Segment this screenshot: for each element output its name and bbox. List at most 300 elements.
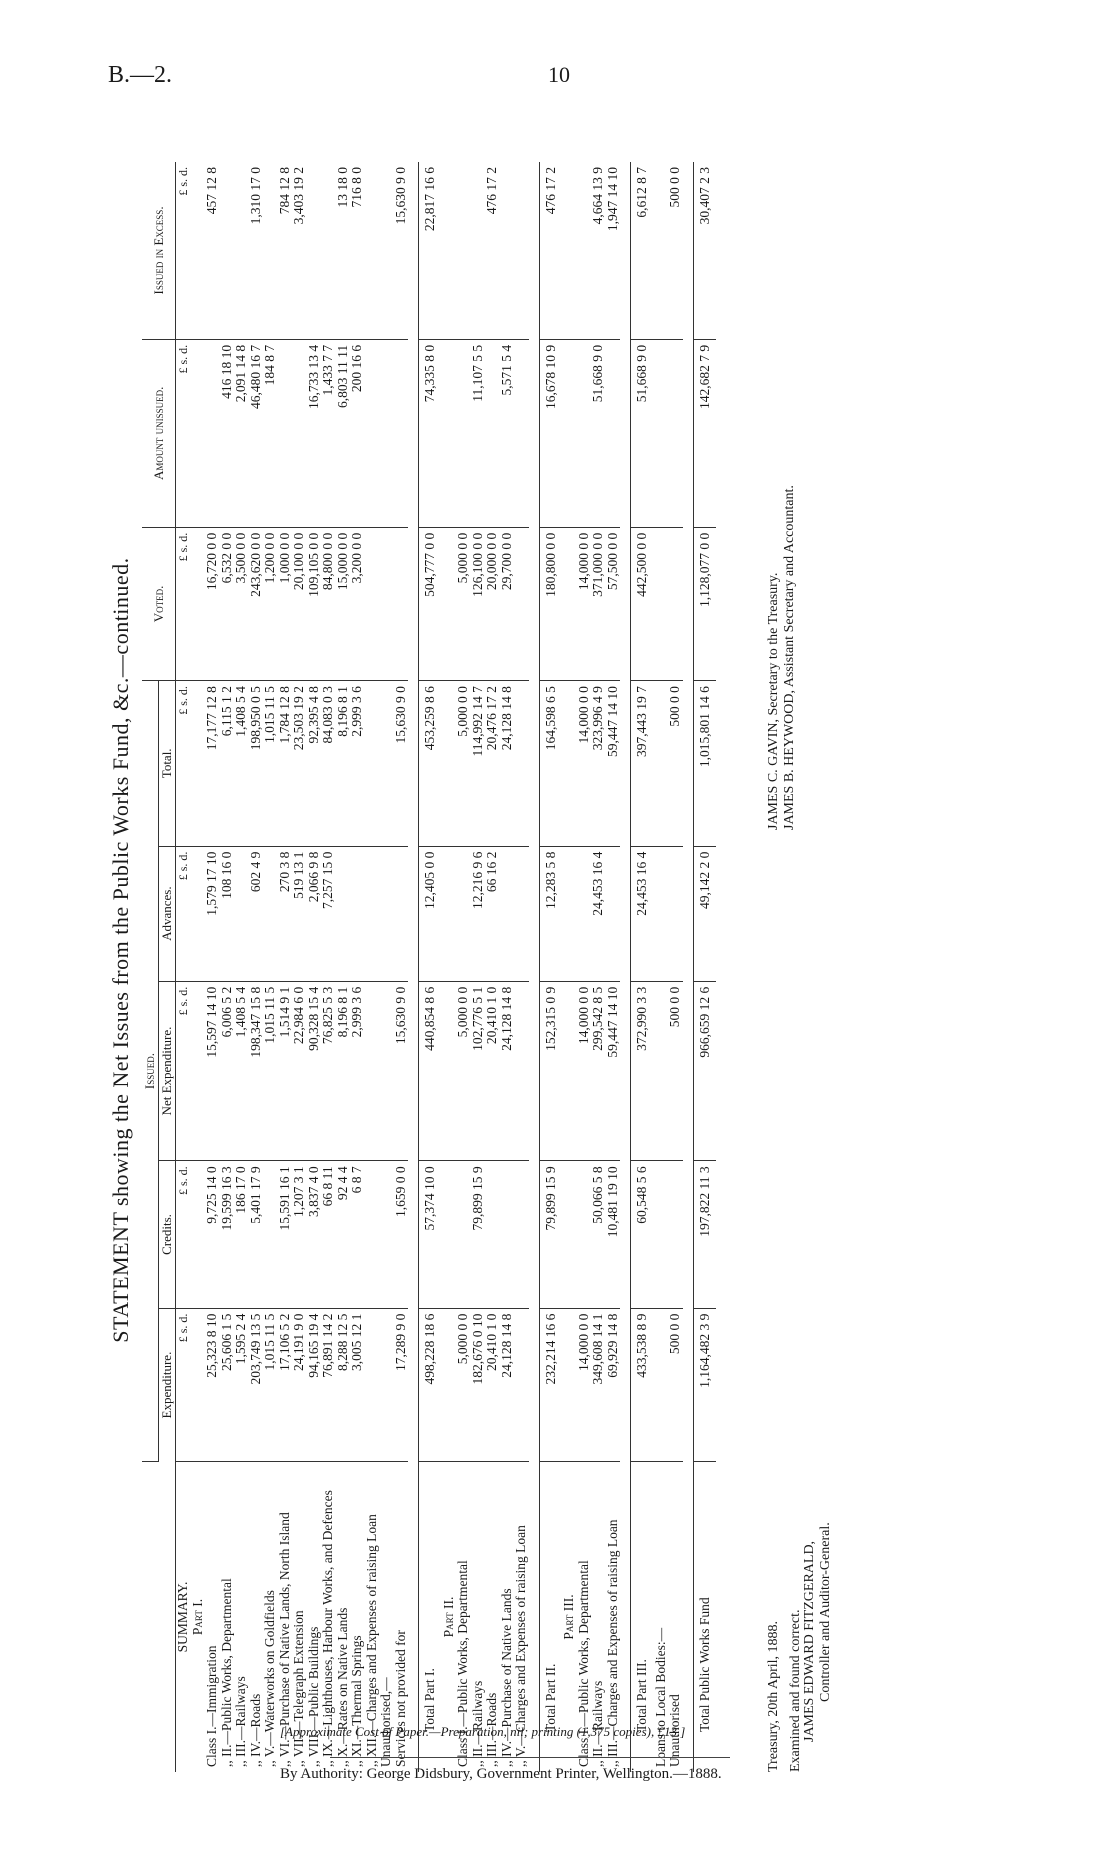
empty-cell — [562, 162, 577, 339]
unissued-cell — [205, 339, 220, 527]
credits-cell — [577, 1161, 592, 1308]
net-expenditure-cell — [654, 981, 669, 1161]
excess-cell — [263, 162, 278, 339]
unissued-cell: 5,571 5 4 — [500, 339, 515, 527]
advances-cell: 1,579 17 10 — [205, 846, 220, 981]
empty-cell — [562, 1308, 577, 1461]
total-cell: 323,996 4 9 — [591, 681, 606, 847]
issued-in-excess-header: Issued in Excess. — [142, 162, 176, 339]
voted-cell — [365, 527, 380, 680]
net-expenditure-cell: 20,410 1 0 — [485, 981, 500, 1161]
amount-unissued-header: Amount unissued. — [142, 339, 176, 527]
unissued-cell: 1,433 7 7 — [321, 339, 336, 527]
voted-cell — [379, 527, 394, 680]
total-cell — [379, 681, 394, 847]
unissued-cell: 74,335 8 0 — [419, 339, 442, 527]
voted-cell: 1,200 0 0 — [263, 527, 278, 680]
empty-cell — [191, 1308, 206, 1461]
credits-cell: 92 4 4 — [336, 1161, 351, 1308]
advances-cell — [394, 846, 409, 981]
advances-cell — [234, 846, 249, 981]
total-cell: 84,083 0 3 — [321, 681, 336, 847]
row-spacer — [408, 162, 419, 1772]
net-expenditure-cell: 90,328 15 4 — [307, 981, 322, 1161]
table-row — [220, 162, 235, 1772]
credits-cell: 79,899 15 9 — [471, 1161, 486, 1308]
part-heading: Part II. — [440, 1596, 456, 1638]
row-label: Class I.—Public Works, Departmental — [455, 1560, 470, 1767]
total-cell: 1,015 11 5 — [263, 681, 278, 847]
unissued-cell — [577, 339, 592, 527]
net-expenditure-cell: 14,000 0 0 — [577, 981, 592, 1161]
excess-cell — [456, 162, 471, 339]
credits-cell — [500, 1161, 515, 1308]
total-cell: 198,950 0 5 — [249, 681, 264, 847]
table-row — [591, 162, 606, 1772]
unissued-cell — [606, 339, 621, 527]
unissued-cell — [379, 339, 394, 527]
net-expenditure-cell: 24,128 14 8 — [500, 981, 515, 1161]
row-label: Loans to Local Bodies:— — [652, 1627, 668, 1767]
total-row — [419, 162, 442, 1772]
row-label: ,, III.—Charges and Expenses of raising Loan — [604, 1519, 620, 1767]
unissued-cell: 16,733 13 4 — [307, 339, 322, 527]
net-expenditure-cell — [514, 981, 529, 1161]
rotated-statement-region — [100, 110, 940, 1790]
table-row — [485, 162, 500, 1772]
unissued-cell: 2,091 14 8 — [234, 339, 249, 527]
net-expenditure-cell: 5,000 0 0 — [456, 981, 471, 1161]
expenditure-cell — [654, 1308, 669, 1461]
advances-cell: 24,453 16 4 — [591, 846, 606, 981]
unissued-cell — [278, 339, 293, 527]
table-row — [379, 162, 394, 1772]
voted-cell: 1,000 0 0 — [278, 527, 293, 680]
total-cell: 500 0 0 — [668, 681, 683, 847]
row-label: ,, V.—Charges and Expenses of raising Loan — [513, 1525, 528, 1767]
voted-cell — [394, 527, 409, 680]
excess-cell: 1,310 17 0 — [249, 162, 264, 339]
net-expenditure-cell: 198,347 15 8 — [249, 981, 264, 1161]
credits-cell: 50,066 5 8 — [591, 1161, 606, 1308]
total-row — [693, 162, 716, 1772]
total-cell: 1,015,801 14 6 — [693, 681, 716, 847]
credits-header: Credits. — [159, 1161, 176, 1308]
issued-group-header: Issued. — [142, 681, 159, 1462]
advances-cell: 7,257 15 0 — [321, 846, 336, 981]
excess-cell: 457 12 8 — [205, 162, 220, 339]
excess-cell — [514, 162, 529, 339]
voted-cell: 84,800 0 0 — [321, 527, 336, 680]
examined-note: Examined and found correct. — [788, 1609, 803, 1772]
credits-cell: 6 8 7 — [350, 1161, 365, 1308]
voted-cell: 29,700 0 0 — [500, 527, 515, 680]
row-label: ,, VIII.—Public Buildings — [305, 1626, 321, 1767]
empty-cell — [191, 681, 206, 847]
excess-cell — [234, 162, 249, 339]
expenditure-cell: 498,228 18 6 — [419, 1308, 442, 1461]
total-cell: 24,128 14 8 — [500, 681, 515, 847]
auditor-signature — [802, 1522, 834, 1742]
excess-cell — [365, 162, 380, 339]
expenditure-cell: 5,000 0 0 — [456, 1308, 471, 1461]
advances-cell: 602 4 9 — [249, 846, 264, 981]
advances-cell — [456, 846, 471, 981]
credits-cell — [485, 1161, 500, 1308]
empty-cell — [442, 1161, 457, 1308]
table-row — [606, 162, 621, 1772]
auditor-title: Controller and Auditor-General. — [818, 1522, 833, 1702]
net-expenditure-cell: 299,542 8 5 — [591, 981, 606, 1161]
advances-cell: 270 3 8 — [278, 846, 293, 981]
net-expenditure-cell: 2,999 3 6 — [350, 981, 365, 1161]
net-expenditure-cell: 15,597 14 10 — [205, 981, 220, 1161]
unissued-cell — [365, 339, 380, 527]
advances-cell: 49,142 2 0 — [693, 846, 716, 981]
unit-cell: £ s. d. — [176, 162, 191, 339]
table-row — [577, 162, 592, 1772]
empty-cell — [442, 681, 457, 847]
row-label: ,, VI.—Purchase of Native Lands, North Island — [276, 1512, 292, 1767]
net-expenditure-cell: 15,630 9 0 — [394, 981, 409, 1161]
expenditure-cell: 17,106 5 2 — [278, 1308, 293, 1461]
expenditure-cell: 14,000 0 0 — [577, 1308, 592, 1461]
spacer-cell — [408, 162, 419, 1772]
unissued-cell: 16,678 10 9 — [539, 339, 562, 527]
part-heading: Part I. — [189, 1598, 205, 1636]
unit-cell: £ s. d. — [176, 846, 191, 981]
total-cell: 453,259 8 6 — [419, 681, 442, 847]
row-label: Unauthorised,— — [378, 1677, 393, 1767]
empty-cell — [191, 527, 206, 680]
unissued-cell: 142,682 7 9 — [693, 339, 716, 527]
auditor-name: JAMES EDWARD FITZGERALD, — [802, 1540, 817, 1742]
voted-cell: 126,100 0 0 — [471, 527, 486, 680]
treasury-date: Treasury, 20th April, 1888. — [766, 1620, 781, 1772]
expenditure-cell: 25,323 8 10 — [205, 1308, 220, 1461]
credits-cell: 1,207 3 1 — [292, 1161, 307, 1308]
credits-cell: 60,548 5 6 — [631, 1161, 654, 1308]
cost-note: [Approximate Cost of Paper.—Preparation, nil; printing (1,375 copies), £13.] — [280, 1724, 686, 1739]
table-row — [278, 162, 293, 1772]
credits-cell: 57,374 10 0 — [419, 1161, 442, 1308]
unissued-cell: 51,668 9 0 — [591, 339, 606, 527]
expenditure-cell: 1,595 2 4 — [234, 1308, 249, 1461]
credits-cell: 1,659 0 0 — [394, 1161, 409, 1308]
spacer-cell — [529, 162, 540, 1772]
unissued-cell — [654, 339, 669, 527]
total-cell: 59,447 14 10 — [606, 681, 621, 847]
advances-cell: 519 13 1 — [292, 846, 307, 981]
empty-cell — [191, 981, 206, 1161]
credits-cell — [668, 1161, 683, 1308]
unit-cell: £ s. d. — [176, 981, 191, 1161]
table-row — [249, 162, 264, 1772]
expenditure-cell: 8,288 12 5 — [336, 1308, 351, 1461]
expenditure-cell: 1,015 11 5 — [263, 1308, 278, 1461]
row-label: Services not provided for — [392, 1630, 408, 1767]
label-header — [142, 1462, 176, 1773]
credits-cell: 19,599 16 3 — [220, 1161, 235, 1308]
voted-cell: 5,000 0 0 — [456, 527, 471, 680]
table-row — [205, 162, 220, 1772]
statement-table — [142, 162, 716, 1772]
row-label: Total Part II. — [539, 1462, 562, 1773]
net-expenditure-cell: 1,015 11 5 — [263, 981, 278, 1161]
credits-cell: 10,481 19 10 — [606, 1161, 621, 1308]
row-label: Total Public Works Fund — [693, 1462, 716, 1773]
total-cell: 15,630 9 0 — [394, 681, 409, 847]
unit-cell: £ s. d. — [176, 527, 191, 680]
row-label: ,, III.—Roads — [484, 1692, 499, 1767]
advances-cell — [336, 846, 351, 981]
net-expenditure-cell: 59,447 14 10 — [606, 981, 621, 1161]
credits-cell — [514, 1161, 529, 1308]
table-row — [336, 162, 351, 1772]
voted-cell: 180,800 0 0 — [539, 527, 562, 680]
row-label: Unauthorised — [667, 1694, 682, 1767]
expenditure-cell: 17,289 9 0 — [394, 1308, 409, 1461]
statement-title: STATEMENT showing the Net Issues from the Public Works Fund, &c.—continued. — [108, 557, 133, 1343]
empty-cell — [562, 846, 577, 981]
table-row — [321, 162, 336, 1772]
treasury-signatures — [766, 485, 798, 830]
expenditure-cell: 349,608 14 1 — [591, 1308, 606, 1461]
unissued-cell — [292, 339, 307, 527]
table-row — [668, 162, 683, 1772]
row-label: ,, VII.—Telegraph Extension — [291, 1610, 306, 1767]
unissued-cell — [668, 339, 683, 527]
empty-cell — [562, 981, 577, 1161]
advances-cell: 12,283 5 8 — [539, 846, 562, 981]
unissued-cell: 46,480 16 7 — [249, 339, 264, 527]
credits-cell: 79,899 15 9 — [539, 1161, 562, 1308]
excess-cell: 476 17 2 — [539, 162, 562, 339]
total-cell: 20,476 17 2 — [485, 681, 500, 847]
excess-cell: 3,403 19 2 — [292, 162, 307, 339]
total-cell — [365, 681, 380, 847]
divider — [330, 1757, 730, 1758]
expenditure-cell: 94,165 19 4 — [307, 1308, 322, 1461]
empty-cell — [562, 681, 577, 847]
expenditure-cell: 3,005 12 1 — [350, 1308, 365, 1461]
net-expenditure-cell — [379, 981, 394, 1161]
excess-cell: 476 17 2 — [485, 162, 500, 339]
net-expenditure-cell: 440,854 8 6 — [419, 981, 442, 1161]
gavin-signature: JAMES C. GAVIN, Secretary to the Treasury. — [766, 572, 781, 830]
net-expenditure-cell: 500 0 0 — [668, 981, 683, 1161]
empty-cell — [562, 339, 577, 527]
net-expenditure-header: Net Expenditure. — [159, 981, 176, 1161]
summary-heading — [176, 1462, 191, 1773]
table-row — [292, 162, 307, 1772]
part-heading-row — [191, 162, 206, 1772]
expenditure-cell: 1,164,482 3 9 — [693, 1308, 716, 1461]
row-label: Total Part III. — [631, 1462, 654, 1773]
row-label: ,, XII.—Charges and Expenses of raising Loan — [363, 1514, 379, 1767]
excess-cell: 1,947 14 10 — [606, 162, 621, 339]
advances-cell — [263, 846, 278, 981]
voted-cell: 3,200 0 0 — [350, 527, 365, 680]
voted-cell: 243,620 0 0 — [249, 527, 264, 680]
excess-cell: 784 12 8 — [278, 162, 293, 339]
row-label: ,, II.—Railways — [469, 1680, 485, 1767]
row-label: Class I.—Public Works, Departmental — [575, 1560, 591, 1767]
expenditure-cell: 500 0 0 — [668, 1308, 683, 1461]
row-label: ,, III.—Railways — [233, 1676, 248, 1767]
advances-header: Advances. — [159, 846, 176, 981]
unissued-cell: 200 16 6 — [350, 339, 365, 527]
unissued-cell — [394, 339, 409, 527]
table-row — [471, 162, 486, 1772]
statement-body — [100, 110, 940, 1790]
row-spacer — [683, 162, 694, 1772]
unissued-cell: 51,668 9 0 — [631, 339, 654, 527]
advances-cell: 108 16 0 — [220, 846, 235, 981]
unissued-cell: 6,803 11 11 — [336, 339, 351, 527]
table-row — [500, 162, 515, 1772]
heywood-signature: JAMES B. HEYWOOD, Assistant Secretary and Accountant. — [782, 485, 797, 830]
excess-cell: 6,612 8 7 — [631, 162, 654, 339]
table-row — [350, 162, 365, 1772]
total-cell: 17,177 12 8 — [205, 681, 220, 847]
expenditure-cell: 20,410 1 0 — [485, 1308, 500, 1461]
excess-cell — [500, 162, 515, 339]
unissued-cell — [485, 339, 500, 527]
total-cell — [654, 681, 669, 847]
credits-cell — [456, 1161, 471, 1308]
voted-cell — [668, 527, 683, 680]
empty-cell — [442, 339, 457, 527]
total-cell: 114,992 14 7 — [471, 681, 486, 847]
row-label: ,, II.—Railways — [590, 1680, 605, 1767]
advances-cell — [654, 846, 669, 981]
expenditure-cell: 24,128 14 8 — [500, 1308, 515, 1461]
expenditure-cell: 25,606 1 5 — [220, 1308, 235, 1461]
credits-cell: 3,837 4 0 — [307, 1161, 322, 1308]
credits-cell — [365, 1161, 380, 1308]
spacer-cell — [620, 162, 631, 1772]
excess-cell: 4,664 13 9 — [591, 162, 606, 339]
credits-cell: 15,591 16 1 — [278, 1161, 293, 1308]
total-cell: 1,408 5 4 — [234, 681, 249, 847]
excess-cell: 500 0 0 — [668, 162, 683, 339]
unit-cell: £ s. d. — [176, 1308, 191, 1461]
advances-cell — [514, 846, 529, 981]
unissued-cell: 11,107 5 5 — [471, 339, 486, 527]
advances-cell: 12,216 9 6 — [471, 846, 486, 981]
row-label: Total Part I. — [419, 1462, 442, 1773]
table-row — [456, 162, 471, 1772]
voted-cell: 15,000 0 0 — [336, 527, 351, 680]
voted-cell: 1,128,077 0 0 — [693, 527, 716, 680]
total-cell: 6,115 1 2 — [220, 681, 235, 847]
expenditure-cell: 24,191 9 0 — [292, 1308, 307, 1461]
total-cell: 23,503 19 2 — [292, 681, 307, 847]
excess-cell — [321, 162, 336, 339]
unissued-cell: 184 8 7 — [263, 339, 278, 527]
row-label: ,, II.—Public Works, Departmental — [218, 1578, 234, 1767]
unit-row — [176, 162, 191, 1772]
credits-cell — [654, 1161, 669, 1308]
table-row — [234, 162, 249, 1772]
voted-cell: 442,500 0 0 — [631, 527, 654, 680]
expenditure-cell: 433,538 8 9 — [631, 1308, 654, 1461]
credits-cell: 9,725 14 0 — [205, 1161, 220, 1308]
unissued-cell — [514, 339, 529, 527]
voted-cell: 371,000 0 0 — [591, 527, 606, 680]
row-label: Class I.—Immigration — [204, 1645, 219, 1767]
advances-cell — [350, 846, 365, 981]
excess-cell: 30,407 2 3 — [693, 162, 716, 339]
net-expenditure-cell: 372,990 3 3 — [631, 981, 654, 1161]
voted-cell: 57,500 0 0 — [606, 527, 621, 680]
voted-cell: 6,532 0 0 — [220, 527, 235, 680]
excess-cell: 716 8 0 — [350, 162, 365, 339]
expenditure-header: Expenditure. — [159, 1308, 176, 1461]
total-cell: 164,598 6 5 — [539, 681, 562, 847]
table-row — [307, 162, 322, 1772]
advances-cell — [379, 846, 394, 981]
total-cell: 397,443 19 7 — [631, 681, 654, 847]
credits-cell — [379, 1161, 394, 1308]
net-expenditure-cell: 966,659 12 6 — [693, 981, 716, 1161]
voted-cell — [654, 527, 669, 680]
net-expenditure-cell: 6,006 5 2 — [220, 981, 235, 1161]
voted-header: Voted. — [142, 527, 176, 680]
excess-cell — [471, 162, 486, 339]
empty-cell — [442, 1308, 457, 1461]
expenditure-cell: 69,929 14 8 — [606, 1308, 621, 1461]
empty-cell — [562, 527, 577, 680]
net-expenditure-cell: 8,196 8 1 — [336, 981, 351, 1161]
total-row — [631, 162, 654, 1772]
excess-cell — [577, 162, 592, 339]
credits-cell: 5,401 17 9 — [249, 1161, 264, 1308]
credits-cell: 66 8 11 — [321, 1161, 336, 1308]
expenditure-cell — [379, 1308, 394, 1461]
row-label: ,, IV.—Roads — [247, 1693, 263, 1767]
expenditure-cell: 203,749 13 5 — [249, 1308, 264, 1461]
row-label: ,, IX.—Lighthouses, Harbour Works, and Defences — [320, 1490, 335, 1767]
part-heading: Part III. — [561, 1594, 576, 1640]
advances-cell: 66 16 2 — [485, 846, 500, 981]
empty-cell — [191, 846, 206, 981]
voted-cell: 109,105 0 0 — [307, 527, 322, 680]
credits-cell: 186 17 0 — [234, 1161, 249, 1308]
empty-cell — [442, 527, 457, 680]
expenditure-cell: 232,214 16 6 — [539, 1308, 562, 1461]
advances-cell — [668, 846, 683, 981]
excess-cell — [307, 162, 322, 339]
voted-cell: 504,777 0 0 — [419, 527, 442, 680]
total-cell: 1,784 12 8 — [278, 681, 293, 847]
empty-cell — [442, 162, 457, 339]
page-number: 10 — [548, 62, 570, 87]
advances-cell — [500, 846, 515, 981]
unissued-cell: 416 18 10 — [220, 339, 235, 527]
statement-rows — [176, 162, 717, 1772]
voted-cell: 20,000 0 0 — [485, 527, 500, 680]
excess-cell — [220, 162, 235, 339]
empty-cell — [562, 1161, 577, 1308]
part-heading-row — [562, 162, 577, 1772]
row-spacer — [529, 162, 540, 1772]
net-expenditure-cell: 22,984 6 0 — [292, 981, 307, 1161]
expenditure-cell — [365, 1308, 380, 1461]
advances-cell: 24,453 16 4 — [631, 846, 654, 981]
row-spacer — [620, 162, 631, 1772]
